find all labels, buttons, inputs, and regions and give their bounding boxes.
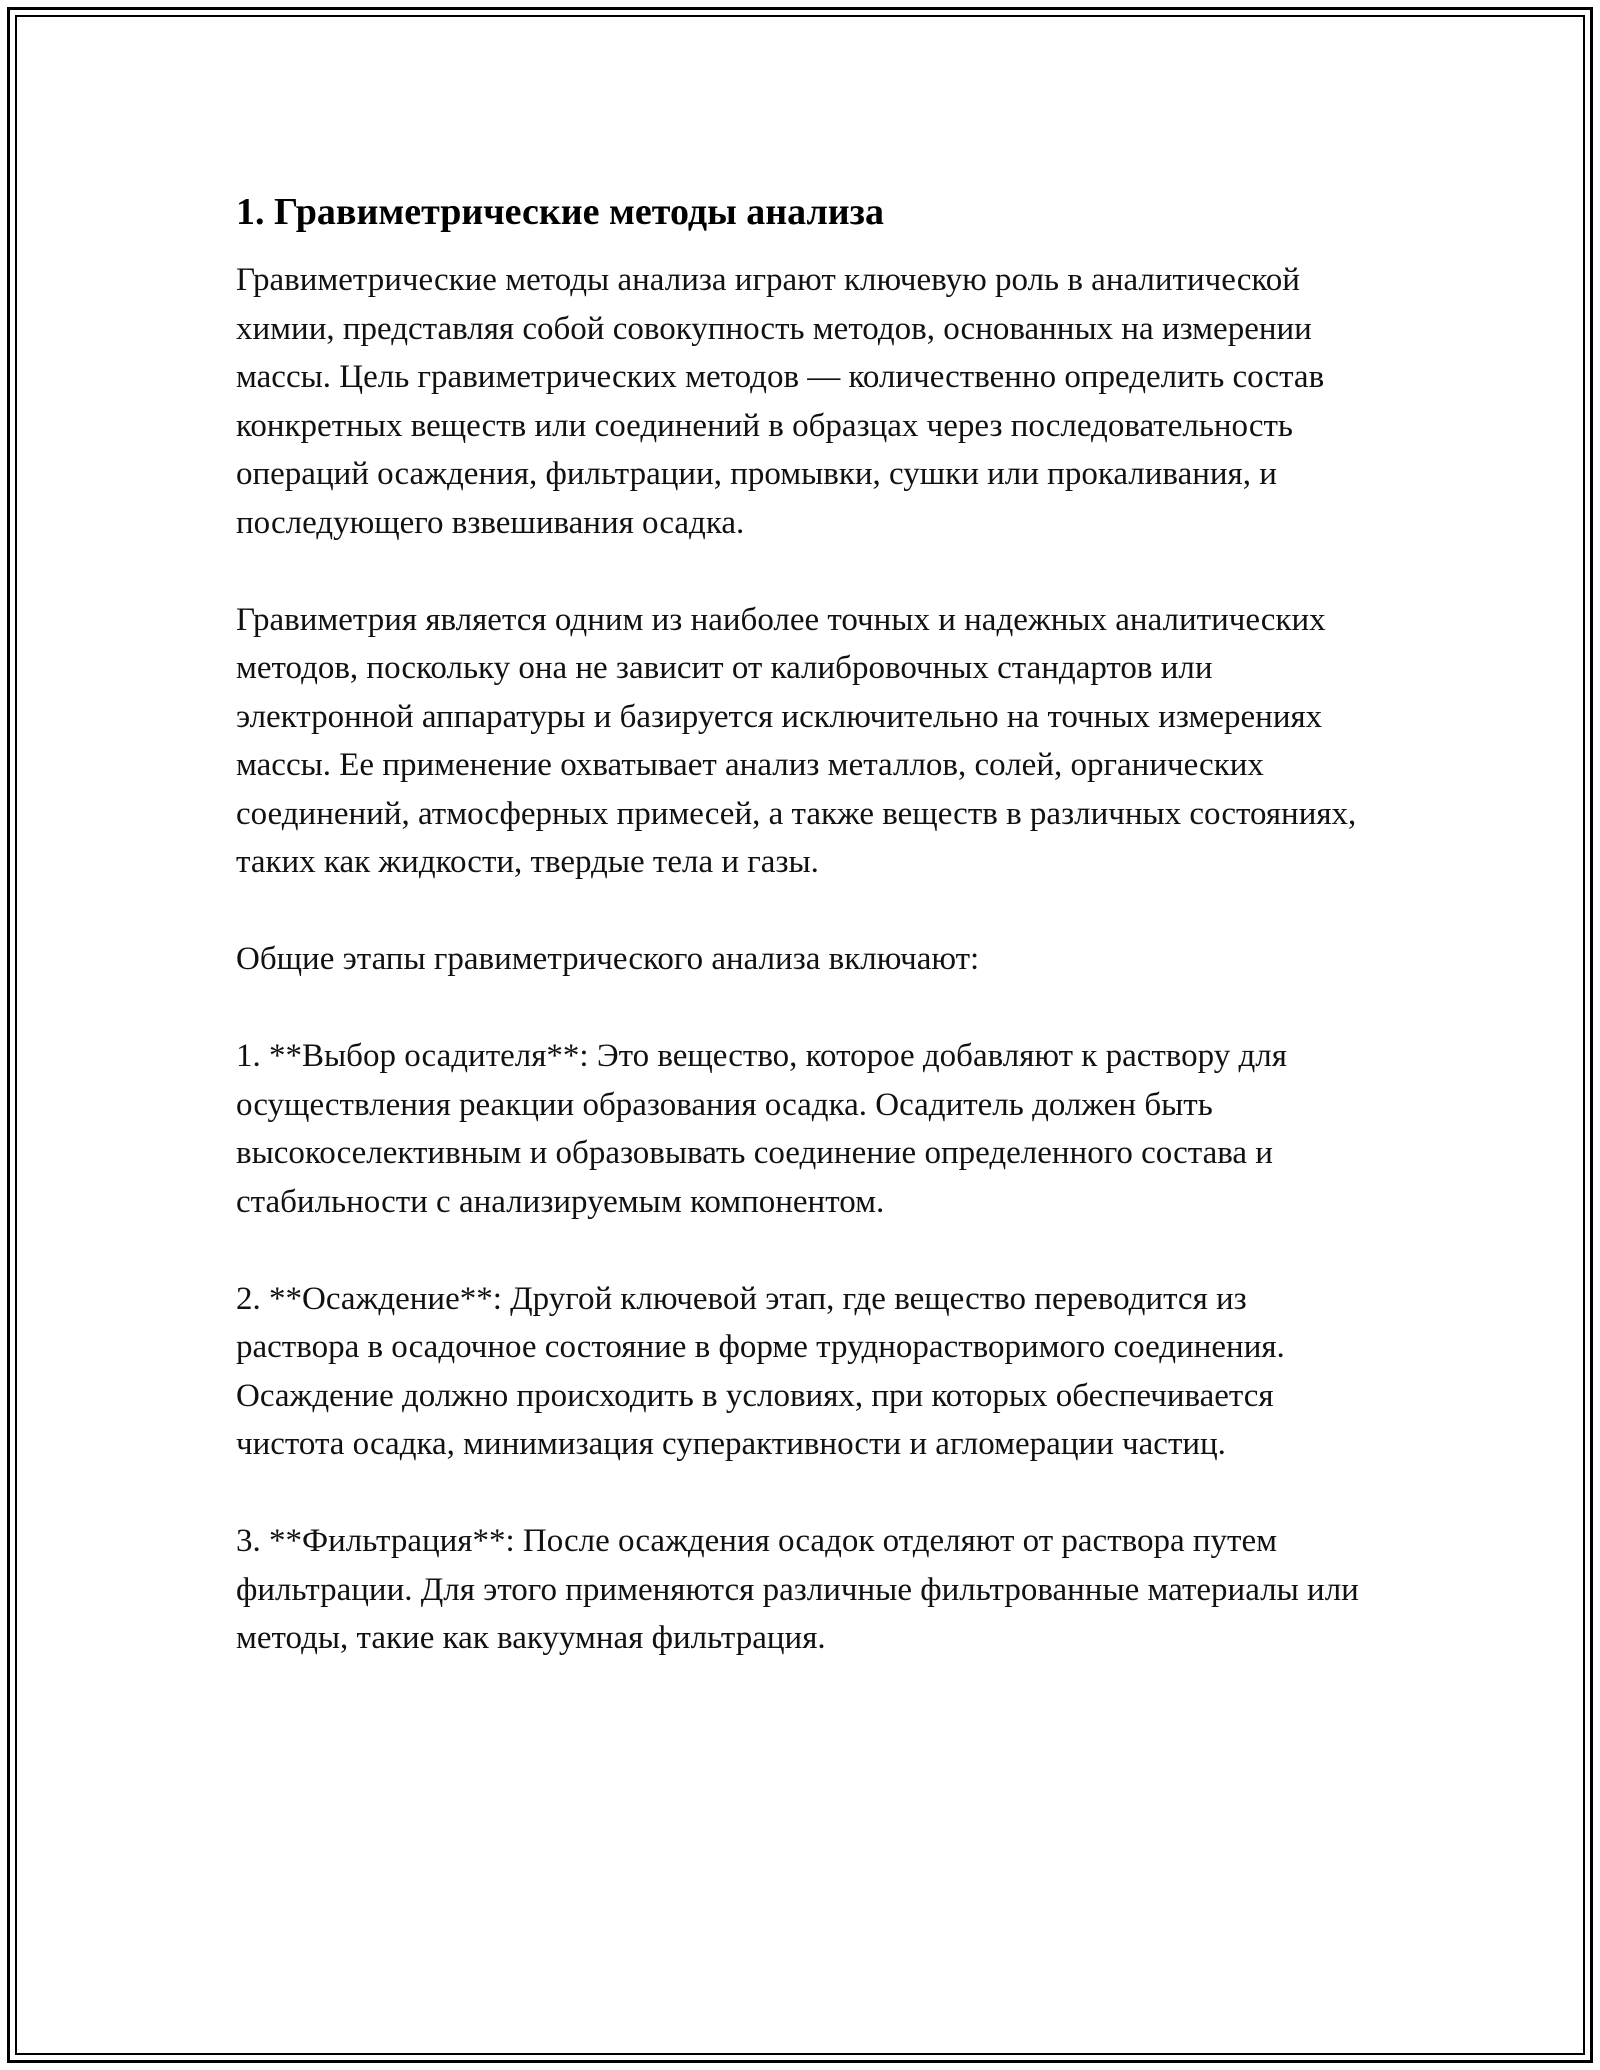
paragraph-intro: Гравиметрические методы анализа играют ключевую роль в аналитической химии, представляя собой совокупность методов, основанных на измерении массы. Цель гравиметрических методов — количественно определить состав конкретных веществ или соединений в образцах через последовательность операций осаждения, фильтрации, промывки, сушки или прокаливания, и последующего взвешивания осадка. bbox=[236, 262, 1325, 541]
list-item-step-1: 1. **Выбор осадителя**: Это вещество, которое добавляют к раствору для осуществления реакции образования осадка. Осадитель должен быть высокоселективным и образовывать соединение определенного состава и стабильности с анализируемым компонентом. bbox=[236, 1038, 1287, 1220]
paragraph-stages-intro: Общие этапы гравиметрического анализа включают: bbox=[236, 941, 980, 977]
document-body bbox=[236, 182, 1376, 1711]
list-item-step-2: 2. **Осаждение**: Другой ключевой этап, где вещество переводится из раствора в осадочное состояние в форме труднорастворимого соединения. Осаждение должно происходить в условиях, при которых обеспечивается чистота осадка, минимизация суперактивности и агломерации частиц. bbox=[236, 1280, 1285, 1462]
list-item-step-3: 3. **Фильтрация**: После осаждения осадок отделяют от раствора путем фильтрации. Для этого применяются различные фильтрованные материалы или методы, такие как вакуумная фильтрация. bbox=[236, 1523, 1359, 1656]
section-heading: 1. Гравиметрические методы анализа bbox=[236, 191, 884, 233]
paragraph-accuracy: Гравиметрия является одним из наиболее точных и надежных аналитических методов, поскольку она не зависит от калибровочных стандартов или электронной аппаратуры и базируется исключительно на точных измерениях массы. Ее применение охватывает анализ металлов, солей, органических соединений, атмосферных примесей, а также веществ в различных состояниях, таких как жидкости, твердые тела и газы. bbox=[236, 601, 1357, 880]
